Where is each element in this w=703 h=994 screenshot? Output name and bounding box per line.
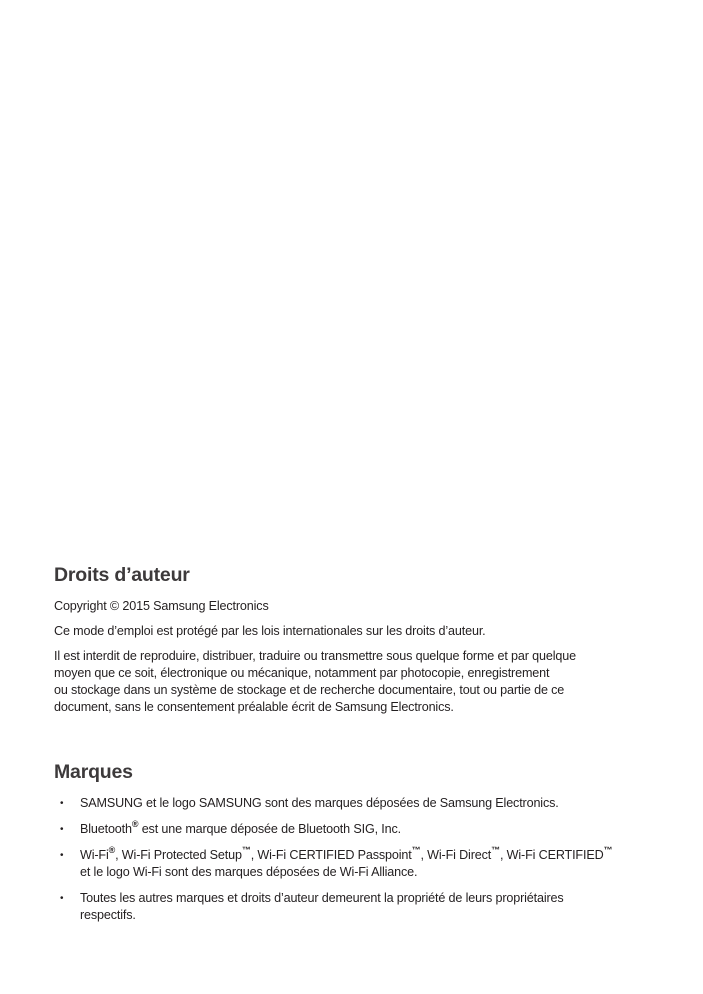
trademarks-list bbox=[54, 795, 654, 924]
copyright-notice: Copyright © 2015 Samsung Electronics bbox=[54, 599, 269, 613]
trademarks-section bbox=[54, 761, 654, 933]
list-item bbox=[54, 795, 654, 812]
list-item bbox=[54, 844, 654, 881]
copyright-restriction-text bbox=[54, 648, 654, 716]
bullet-icon: • bbox=[60, 893, 64, 904]
list-item bbox=[54, 818, 654, 838]
wifi-name: Wi-Fi bbox=[80, 848, 109, 862]
trademarks-heading: Marques bbox=[54, 761, 133, 783]
trademark-bluetooth-text: est une marque déposée de Bluetooth SIG, Inc. bbox=[138, 822, 402, 836]
restriction-line: Il est interdit de reproduire, distribuer, traduire ou transmettre sous quelque forme et par quelque bbox=[54, 649, 576, 663]
registered-mark: ® bbox=[108, 844, 116, 855]
passpoint-name: , Wi-Fi CERTIFIED Passpoint bbox=[250, 848, 412, 862]
copyright-section bbox=[54, 564, 654, 724]
trademark-other-line: Toutes les autres marques et droits d’auteur demeurent la propriété de leurs propriétaires bbox=[80, 891, 564, 905]
trademark-samsung-text: SAMSUNG et le logo SAMSUNG sont des marques déposées de Samsung Electronics. bbox=[80, 796, 559, 810]
registered-mark: ® bbox=[131, 818, 139, 829]
trademark-wifi-line bbox=[80, 844, 654, 864]
trademark-mark: ™ bbox=[241, 844, 251, 855]
direct-name: , Wi-Fi Direct bbox=[420, 848, 492, 862]
certified-name: , Wi-Fi CERTIFIED bbox=[499, 848, 604, 862]
wps-name: , Wi-Fi Protected Setup bbox=[115, 848, 242, 862]
bullet-icon: • bbox=[60, 824, 64, 835]
trademark-mark: ™ bbox=[411, 844, 421, 855]
restriction-line: ou stockage dans un système de stockage et de recherche documentaire, tout ou partie de ce bbox=[54, 683, 565, 697]
copyright-protection-text: Ce mode d’emploi est protégé par les lois internationales sur les droits d’auteur. bbox=[54, 624, 486, 638]
trademark-mark: ™ bbox=[603, 844, 613, 855]
bullet-icon: • bbox=[60, 798, 64, 809]
trademark-other-line: respectifs. bbox=[80, 908, 136, 922]
bullet-icon: • bbox=[60, 850, 64, 861]
restriction-line: document, sans le consentement préalable écrit de Samsung Electronics. bbox=[54, 700, 454, 714]
trademark-mark: ™ bbox=[491, 844, 500, 855]
restriction-line: moyen que ce soit, électronique ou mécanique, notamment par photocopie, enregistrement bbox=[54, 666, 550, 680]
trademark-bluetooth-name: Bluetooth bbox=[80, 822, 132, 836]
copyright-heading: Droits d’auteur bbox=[54, 564, 190, 586]
trademark-wifi-line: et le logo Wi-Fi sont des marques déposées de Wi-Fi Alliance. bbox=[80, 865, 418, 879]
list-item bbox=[54, 890, 654, 924]
